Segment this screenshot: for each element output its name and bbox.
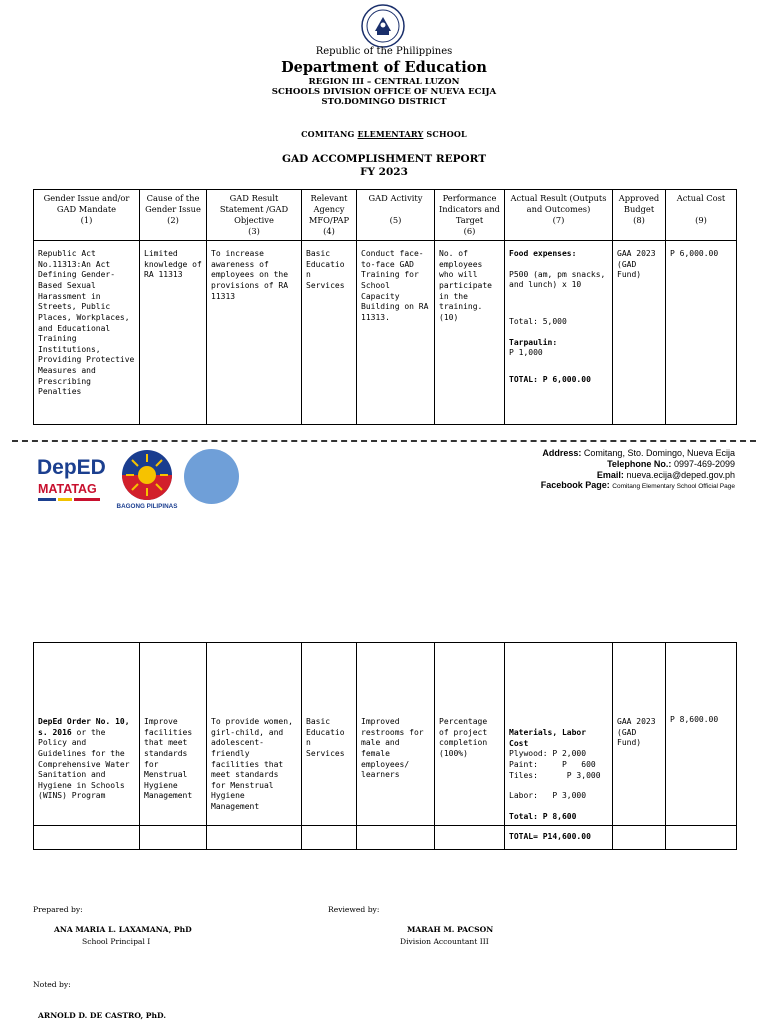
indicator-cell: No. of employees who will participate in the training. (10): [435, 241, 505, 425]
grand-total: TOTAL= P14,600.00: [505, 826, 613, 850]
report-fy: FY 2023: [360, 166, 408, 178]
empty-cell: [140, 826, 207, 850]
table-row: [34, 241, 737, 425]
empty-cell: [34, 826, 140, 850]
reviewed-by-title: Division Accountant III: [400, 937, 489, 946]
empty-cell: [207, 826, 302, 850]
school-logo-circle: [184, 449, 239, 504]
noted-by-label: Noted by:: [33, 980, 71, 989]
division-text: SCHOOLS DIVISION OFFICE OF NUEVA ECIJA: [271, 87, 497, 97]
header-cell: GAD Activity (5): [357, 190, 435, 241]
tarpaulin-label: Tarpaulin:: [509, 337, 558, 347]
header-cell: Approved Budget (8): [613, 190, 666, 241]
indicator-cell: Percentage of project completion (100%): [435, 643, 505, 826]
bagong-pilipinas-text: BAGONG PILIPINAS: [116, 503, 178, 510]
mfo-cell: Basic Educatio n Services: [302, 241, 357, 425]
header-cell: Actual Result (Outputs and Outcomes) (7): [505, 190, 613, 241]
empty-cell: [613, 826, 666, 850]
empty-cell: [666, 826, 737, 850]
materials-label: Materials, Labor Cost: [509, 728, 587, 748]
row2-total: Total: P 8,600: [509, 811, 577, 821]
facebook-line: Facebook Page: Comitang Elementary School Official Page: [540, 480, 735, 490]
deped-logo-text: DepED: [37, 456, 106, 479]
district-text: STO.DOMINGO DISTRICT: [321, 97, 447, 107]
deped-seal-icon: [361, 4, 405, 48]
header-cell: Gender Issue and/or GAD Mandate (1): [34, 190, 140, 241]
header-cell: GAD Result Statement /GAD Objective (3): [207, 190, 302, 241]
tiles-line: Tiles: P 3,000: [509, 770, 601, 780]
empty-cell: [435, 826, 505, 850]
prepared-by-label: Prepared by:: [33, 905, 83, 914]
department-title: Department of Education: [281, 59, 487, 76]
republic-text: Republic of the Philippines: [315, 46, 453, 57]
food-detail: P500 (am, pm snacks, and lunch) x 10: [509, 269, 606, 290]
mfo-cell: Basic Educatio n Services: [302, 643, 357, 826]
labor-line: Labor: P 3,000: [509, 791, 587, 801]
result-cell: [505, 241, 613, 425]
gad-table-page2: [33, 642, 737, 850]
grand-total-row: [34, 826, 737, 850]
noted-by-name: ARNOLD D. DE CASTRO, PhD.: [38, 1011, 166, 1020]
table-row: [34, 643, 737, 826]
budget-cell: GAA 2023 (GAD Fund): [613, 643, 666, 826]
activity-cell: Conduct face-to-face GAD Training for School Capacity Building on RA 11313.: [357, 241, 435, 425]
report-title: GAD ACCOMPLISHMENT REPORT: [281, 153, 487, 165]
footer-divider: [12, 440, 756, 442]
row1-total: TOTAL: P 6,000.00: [509, 374, 591, 384]
empty-cell: [357, 826, 435, 850]
tarpaulin-value: P 1,000: [509, 348, 543, 358]
header-cell: Performance Indicators and Target (6): [435, 190, 505, 241]
cause-cell: Limited knowledge of RA 11313: [140, 241, 207, 425]
header-cell: Cause of the Gender Issue (2): [140, 190, 207, 241]
result-cell: [505, 643, 613, 826]
empty-cell: [302, 826, 357, 850]
cost-cell: P 6,000.00: [666, 241, 737, 425]
budget-cell: GAA 2023 (GAD Fund): [613, 241, 666, 425]
plywood-line: Plywood: P 2,000: [509, 749, 587, 759]
header-cell: Actual Cost (9): [666, 190, 737, 241]
address-line: Address: Comitang, Sto. Domingo, Nueva Ecija: [542, 448, 735, 458]
objective-cell: To provide women, girl-child, and adolescent-friendly facilities that meet standards for Menstrual Hygiene Management: [207, 643, 302, 826]
food-total: Total: 5,000: [509, 317, 567, 326]
reviewed-by-name: MARAH M. PACSON: [407, 925, 494, 934]
telephone-line: Telephone No.: 0997-469-2099: [607, 459, 735, 469]
deped-matatag-logo: [37, 452, 107, 508]
cost-cell: P 8,600.00: [666, 643, 737, 826]
email-line: Email: nueva.ecija@deped.gov.ph: [596, 470, 735, 480]
bagong-pilipinas-logo: [115, 448, 179, 510]
region-text: REGION III – CENTRAL LUZON: [308, 77, 460, 87]
prepared-by-name: ANA MARIA L. LAXAMANA, PhD: [54, 925, 192, 934]
reviewed-by-label: Reviewed by:: [328, 905, 380, 914]
prepared-by-title: School Principal I: [82, 937, 151, 946]
school-name: COMITANG ELEMENTARY SCHOOL: [301, 129, 467, 139]
cause-cell: Improve facilities that meet standards for Menstrual Hygiene Management: [140, 643, 207, 826]
mandate-cell: DepEd Order No. 10, s. 2016 or the Policy and Guidelines for the Comprehensive Water Sanitation and Hygiene in Schools (WINS) Program: [34, 643, 140, 826]
objective-cell: To increase awareness of employees on the provisions of RA 11313: [207, 241, 302, 425]
table-header-row: [34, 190, 737, 241]
header-cell: Relevant Agency MFO/PAP (4): [302, 190, 357, 241]
paint-line: Paint: P 600: [509, 759, 596, 769]
matatag-text: MATATAG: [38, 482, 97, 496]
gad-table-page1: [33, 189, 737, 425]
food-label: Food expenses:: [509, 249, 577, 259]
mandate-cell: Republic Act No.11313:An Act Defining Gender-Based Sexual Harassment in Streets, Public Places, Workplaces, and Educational Training Institutions, Providing Protective Measures and Prescribing Penalties: [34, 241, 140, 425]
activity-cell: Improved restrooms for male and female employees/ learners: [357, 643, 435, 826]
